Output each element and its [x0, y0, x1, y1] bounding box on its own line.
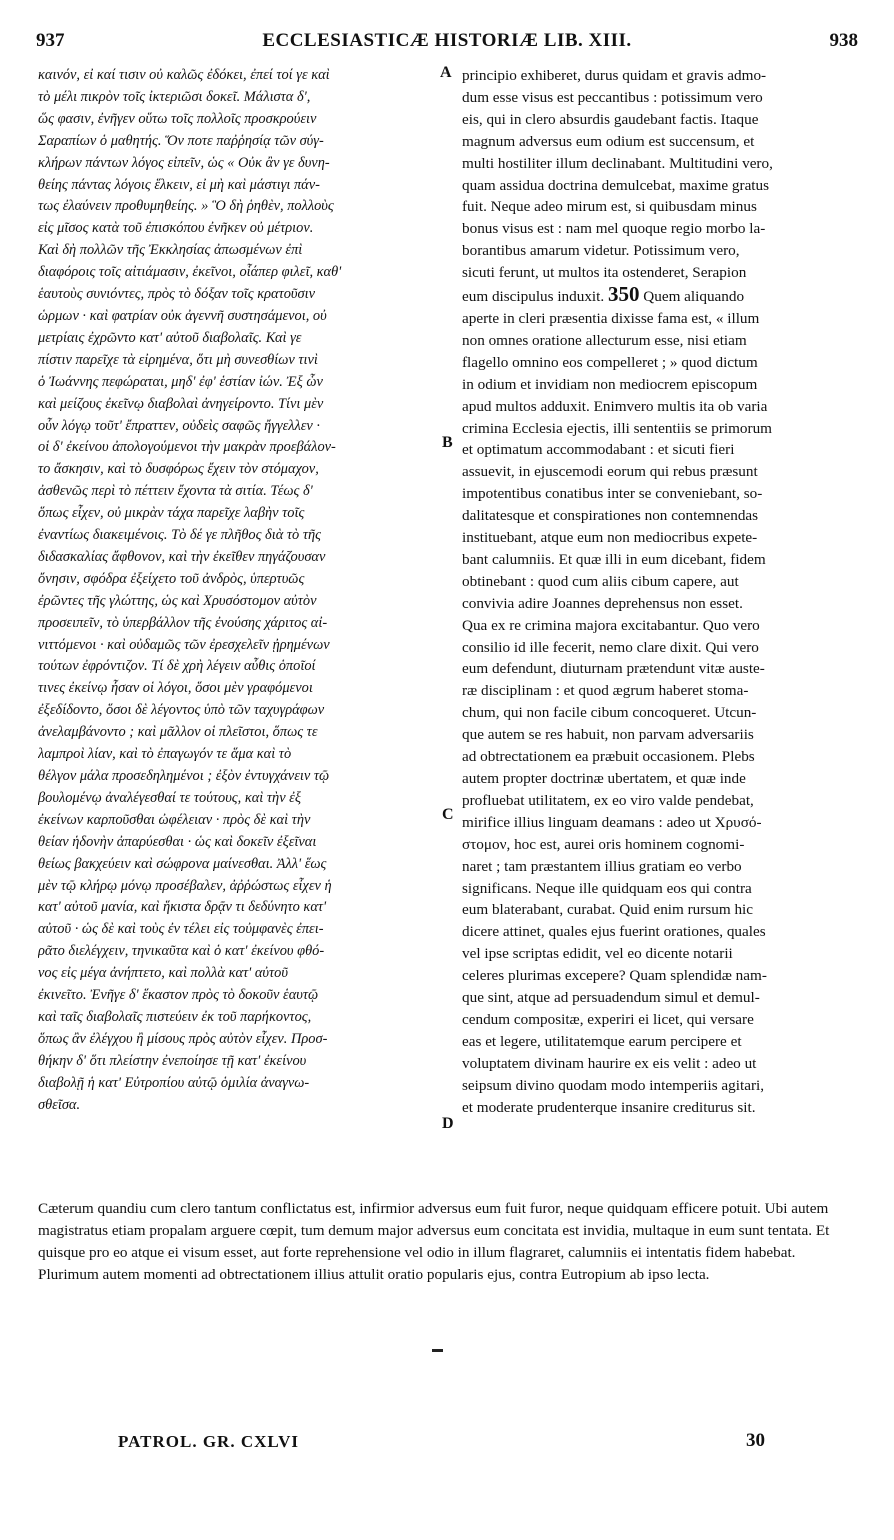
greek-line: ἐρῶντες τῆς γλώττης, ὡς καὶ Χρυσόστομον αὐτὸν	[38, 592, 317, 609]
latin-line: impotentibus conatibus inter se conveniebant, so-	[462, 485, 763, 503]
latin-line: quam assidua doctrina demulcebat, maxime gratus	[462, 176, 770, 194]
latin-line: naret ; tam præstantem illius gratiam eo verbo	[462, 857, 742, 875]
greek-line: προσειπεῖν, τὸ ὑπερβάλλον τῆς ἐνούσης χάριτος αἰ-	[38, 614, 328, 631]
greek-line: αὐτοῦ · ὡς δὲ καὶ τοὺς ἐν τέλει εἰς τοὐμφανὲς ἐπει-	[38, 921, 324, 938]
greek-line: ὅπως ἂν ἐλέγχου ἢ μίσους πρὸς αὐτὸν εἶχεν. Προσ-	[38, 1030, 328, 1047]
margin-letter-a: A	[440, 64, 452, 81]
latin-line: et moderate prudenterque insanire crediturus sit.	[462, 1098, 756, 1116]
latin-line: vel ipse scriptas edidit, vel eo dicente notarii	[462, 945, 733, 963]
latin-line: apud multos adduxit. Enimvero multis ita ob varia	[462, 397, 768, 415]
greek-line: κατ' αὐτοῦ μανία, καὶ ἥκιστα δρᾷν τι δεδύνητο κατ'	[38, 899, 327, 916]
latin-line: instituebant, atque eum non mediocribus expete-	[462, 529, 758, 547]
greek-line: ὁ Ἰωάννης πεφώραται, μηδ' ἐφ' ἑστίαν ἰών. Ἐξ ὧν	[38, 373, 323, 390]
greek-column	[38, 65, 436, 1117]
latin-line: convivia adire Joannes deprehensus non esset.	[462, 594, 743, 612]
latin-line: et optimatum accommodabant : et sicuti fieri	[462, 441, 735, 459]
greek-line: νιττόμενοι · καὶ οὐδαμῶς τῶν ἐρεσχελεῖν ᾐρημένων	[38, 636, 330, 653]
greek-line: τινες ἐκείνῳ ἦσαν οἱ λόγοι, ὅσοι μὲν γραφόμενοι	[38, 680, 313, 697]
greek-line: διαφόροις τοῖς αἰτιάμασιν, ἐκεῖνοι, οἷάπερ φιλεῖ, καθ'	[38, 264, 342, 281]
greek-line: σθεῖσα.	[38, 1096, 81, 1113]
separator-dash	[432, 1349, 443, 1352]
latin-line: non omnes oratione allecturum esse, nisi etiam	[462, 331, 747, 349]
greek-line: εἰς μῖσος κατὰ τοῦ ἐπισκόπου ἐνῆκεν οὐ μέτριον.	[38, 220, 314, 237]
greek-line: οἱ δ' ἐκείνου ἀπολογούμενοι τὴν μακρὰν προεβάλον-	[38, 439, 336, 456]
latin-line: dum esse visus est peccantibus : potissimum vero	[462, 88, 763, 106]
footer-signature: PATROL. GR. CXLVI	[118, 1432, 300, 1451]
latin-line: consilio id ille fecerit, nemo clare dixit. Qui vero	[462, 638, 759, 656]
latin-line: principio exhiberet, durus quidam et gravis admo-	[462, 67, 767, 84]
greek-line: ὥς φασιν, ἐνῆγεν οὕτω τοῖς πολλοῖς προσκρούειν	[38, 110, 317, 127]
latin-line: crimina Ecclesia ejectis, illi sententiis se primorum	[462, 419, 772, 437]
latin-line: flagello omnino eos compelleret ; » quod dictum	[462, 353, 758, 371]
running-header	[36, 30, 858, 60]
latin-line: borantibus amarum videtur. Potissimum vero,	[462, 242, 740, 260]
greek-line: καινόν, εἰ καί τισιν οὐ καλῶς ἐδόκει, ἐπεί τοί γε καὶ	[38, 67, 330, 83]
latin-line: celeres plurimas excepere? Quam splendidæ nam-	[462, 967, 767, 985]
greek-line: καὶ μείζους ἐκεῖνῳ διαβολαὶ ἀνηγείροντο. Τίνι μὲν	[38, 395, 324, 412]
greek-line: ρᾶτο διελέγχειν, τηνικαῦτα καὶ ὁ κατ' ἐκείνου φθό-	[38, 943, 325, 960]
greek-line: ἀνελαμβάνοντο ; καὶ μᾶλλον οἱ πλεῖστοι, ὅπως τε	[38, 724, 318, 741]
latin-line: multi hostiliter illum declinabant. Multitudini vero,	[462, 154, 773, 172]
greek-line: μετρίαις ἐχρῶντο κατ' αὐτοῦ διαβολαῖς. Καὶ γε	[38, 329, 302, 346]
greek-line: θείαν ἡδονὴν ἀπαρύεσθαι · ὡς καὶ δοκεῖν ἐξεῖναι	[38, 833, 317, 850]
page-number-left: 937	[36, 30, 65, 51]
greek-line: ἐκινεῖτο. Ἐνῆγε δ' ἕκαστον πρὸς τὸ δοκοῦν ἑαυτῷ	[38, 987, 319, 1004]
latin-line: bonus visus est : nam mel quoque regio morbo la-	[462, 220, 766, 238]
latin-line: ræ disciplinam : et quod ægrum haberet stoma-	[462, 682, 749, 700]
greek-line: το ἄσκησιν, καὶ τὸ δυσφόρως ἔχειν τὸν στόμαχον,	[38, 461, 319, 478]
greek-line: τως ἐλαύνειν προθυμηθείης. » Ὃ δὴ ῥηθὲν, πολλοὺς	[38, 198, 334, 215]
greek-line: μὲν τῷ κλήρῳ μόνῳ προσέβαλεν, ἀῤῥώστως εἶχεν ἡ	[38, 877, 332, 894]
latin-line: στομον, hoc est, aurei oris hominem cognomi-	[462, 835, 745, 853]
greek-line: ἀσθενῶς περὶ τὸ πέττειν ἔχοντα τὰ σιτία. Τέως δ'	[38, 483, 313, 500]
latin-line: eum defendunt, diuturnam prætendunt vitæ auste-	[462, 660, 765, 678]
greek-line: βουλομένῳ ἀναλέγεσθαί τε τούτους, καὶ τὴν ἐξ	[38, 789, 302, 806]
latin-line: fuit. Neque adeo mirum est, si quibusdam minus	[462, 198, 757, 216]
latin-line: assuevit, in ejuscemodi eorum qui rebus præsunt	[462, 463, 758, 481]
latin-line: voluptatem divinam haurire ex eis velit : adeo ut	[462, 1054, 757, 1072]
latin-line: profluebat utilitatem, ex eo viro valde pendebat,	[462, 791, 754, 809]
latin-line: que sint, atque ad persuadendum simul et demul-	[462, 989, 760, 1007]
greek-line: Καὶ δὴ πολλῶν τῆς Ἐκκλησίας ἀπωσμένων ἐπὶ	[38, 242, 303, 259]
latin-line: Qua ex re crimina majora excitabantur. Quo vero	[462, 616, 760, 634]
greek-line: κλήρων πάντων λόγος εἰπεῖν, ὡς « Οὐκ ἂν γε δυνη-	[38, 154, 330, 171]
greek-line: καὶ ταῖς διαβολαῖς πιστεύειν ἐκ τοῦ παρήκοντος,	[38, 1008, 312, 1025]
greek-line: ὡρμων · καὶ φατρίαν οὐκ ἀγεννῆ συστησάμενοι, οὐ	[38, 307, 327, 324]
greek-line: οὖν λόγῳ τοῦτ' ἔπραττεν, οὐδεὶς σαφῶς ἤγγελλεν ·	[38, 417, 320, 434]
greek-line: θήκην δ' ὅτι πλείστην ἐνεποίησε τῇ κατ' ἐκείνου	[38, 1052, 307, 1069]
latin-column	[462, 65, 858, 1119]
latin-line: autem propter doctrinæ ubertatem, et quæ inde	[462, 770, 746, 787]
page-number-right: 938	[829, 30, 858, 51]
greek-line: διαβολῇ ἡ κατ' Εὐτροπίου αὐτῷ ὁμιλία ἀναγνω-	[38, 1074, 310, 1091]
margin-letter-d: D	[442, 1115, 454, 1132]
greek-line: ὅπως εἶχεν, οὐ μικρὰν τάχα παρεῖχε λαβὴν τοῖς	[38, 505, 305, 522]
running-title: ECCLESIASTICÆ HISTORIÆ LIB. XIII.	[262, 30, 632, 51]
greek-line: διδασκαλίας ἄφθονον, καὶ τὴν ἐκεῖθεν πηγάζουσαν	[38, 548, 326, 565]
latin-line: in odium et invidiam non mediocrem episcopum	[462, 375, 758, 393]
greek-line: ἐναντίως διακειμένοις. Τὸ δέ γε πλῆθος διὰ τὸ τῆς	[38, 527, 321, 544]
latin-line: seipsum divino quodam modo intemperiis agitari,	[462, 1076, 765, 1094]
bottom-paragraph-text: Cæterum quandiu cum clero tantum conflictatus est, infirmior adversus eum fuit furor, neque quidquam efficere potuit. Ubi autem magistratus etiam propalam arguere cœpit, tum demum major adversus eum concitata est invidia, multaque in eum sunt tentata. Et quisque pro eo atque ei visum esset, aut forte reprehensione vel odio in illum flagraret, calumniis ei intentatis fidem habebat. Plurimum autem momenti ad obtrectationem illius attulit oratio popularis ejus, contra Eutropium ab ipso lecta.	[38, 1200, 830, 1283]
latin-line: obtinebant : quod cum aliis cibum capere, aut	[462, 572, 739, 590]
greek-line: νος εἰς μέγα ἀνήπτετο, καὶ πολλὰ κατ' αὐτοῦ	[38, 965, 288, 982]
latin-line: bant calumniis. Et quæ illi in eum dicebant, fidem	[462, 550, 766, 568]
greek-line: ἐξεδίδοντο, ὅσοι δὲ λέγοντος ὑπὸ τῶν ταχυγράφων	[38, 702, 325, 719]
bottom-paragraph	[38, 1198, 858, 1286]
latin-line: dicere attinet, quales ejus fuerint orationes, quales	[462, 923, 766, 941]
margin-letter-c: C	[442, 806, 454, 823]
latin-line: eis, qui in clero absurdis gaudebant factis. Itaque	[462, 110, 759, 128]
latin-line: eum blaterabant, curabat. Quid enim rursum hic	[462, 901, 753, 919]
greek-line: λαμπροὶ λίαν, καὶ τὸ ἐπαγωγόν τε ἅμα καὶ τὸ	[38, 746, 292, 763]
greek-line: τὸ μέλι πικρὸν τοῖς ἰκτεριῶσι δοκεῖ. Μάλιστα δ',	[38, 88, 311, 105]
latin-line: eum discipulus induxit. 350 Quem aliquando	[462, 284, 745, 307]
latin-line: eas et legere, utilitatemque earum percipere et	[462, 1032, 742, 1050]
column-marker: 350	[607, 284, 640, 307]
greek-line: Σαραπίων ὁ μαθητής. Ὅν ποτε παῤῥησίᾳ τῶν σύγ-	[38, 132, 324, 149]
greek-line: θείως βακχεύειν καὶ σώφρονα μαίνεσθαι. Ἀλλ' ἕως	[38, 855, 327, 872]
greek-line: πίστιν παρεῖχε τὰ εἰρημένα, ὅτι μὴ συνεσθίων τινὶ	[38, 351, 318, 368]
greek-line: ὄνησιν, σφόδρα ἐξείχετο τοῦ ἀνδρὸς, ὑπερτυῶς	[38, 570, 305, 587]
latin-line: ad obtrectationem ea præbuit occasionem. Plebs	[462, 748, 755, 766]
latin-line: mirifice illius linguam deamans : adeo ut Χρυσό-	[462, 813, 762, 831]
latin-line: sicuti ferunt, ut multos ita ostenderet, Serapion	[462, 264, 747, 282]
latin-line: significans. Neque ille quidquam eos qui contra	[462, 879, 752, 897]
greek-line: θέλγον μάλα προσεδηλημένοι ; ἐξὸν ἐντυγχάνειν τῷ	[38, 768, 330, 784]
latin-line: aperte in cleri præsentia dixisse fama est, « illum	[462, 309, 760, 327]
latin-line: que autem se res habuit, non parvam adversariis	[462, 726, 754, 744]
latin-line: magnum adversus eum odium est succensum, et	[462, 132, 755, 150]
margin-letter-b: B	[442, 434, 453, 451]
greek-line: ἑαυτοὺς συνιόντες, πρὸς τὸ δόξαν τοῖς κρατοῦσιν	[38, 286, 315, 303]
latin-line: chum, qui non facile cibum concoqueret. Utcun-	[462, 704, 757, 722]
latin-line: cendum compositæ, experiri ei licet, qui versare	[462, 1010, 754, 1028]
footer-sheet-number: 30	[746, 1430, 765, 1451]
greek-line: τούτων ἐφρόντιζον. Τί δὲ χρὴ λέγειν αὖθις ὁποῖοί	[38, 658, 316, 675]
greek-line: θείης πάντας λόγοις ἕλκειν, εἰ μὴ καὶ μάστιγι πάν-	[38, 176, 320, 193]
greek-line: ἐκείνων καρποῦσθαι ὠφέλειαν · πρὸς δὲ καὶ τὴν	[38, 811, 311, 828]
latin-line: dalitatesque et conspirationes non contemnendas	[462, 507, 759, 525]
